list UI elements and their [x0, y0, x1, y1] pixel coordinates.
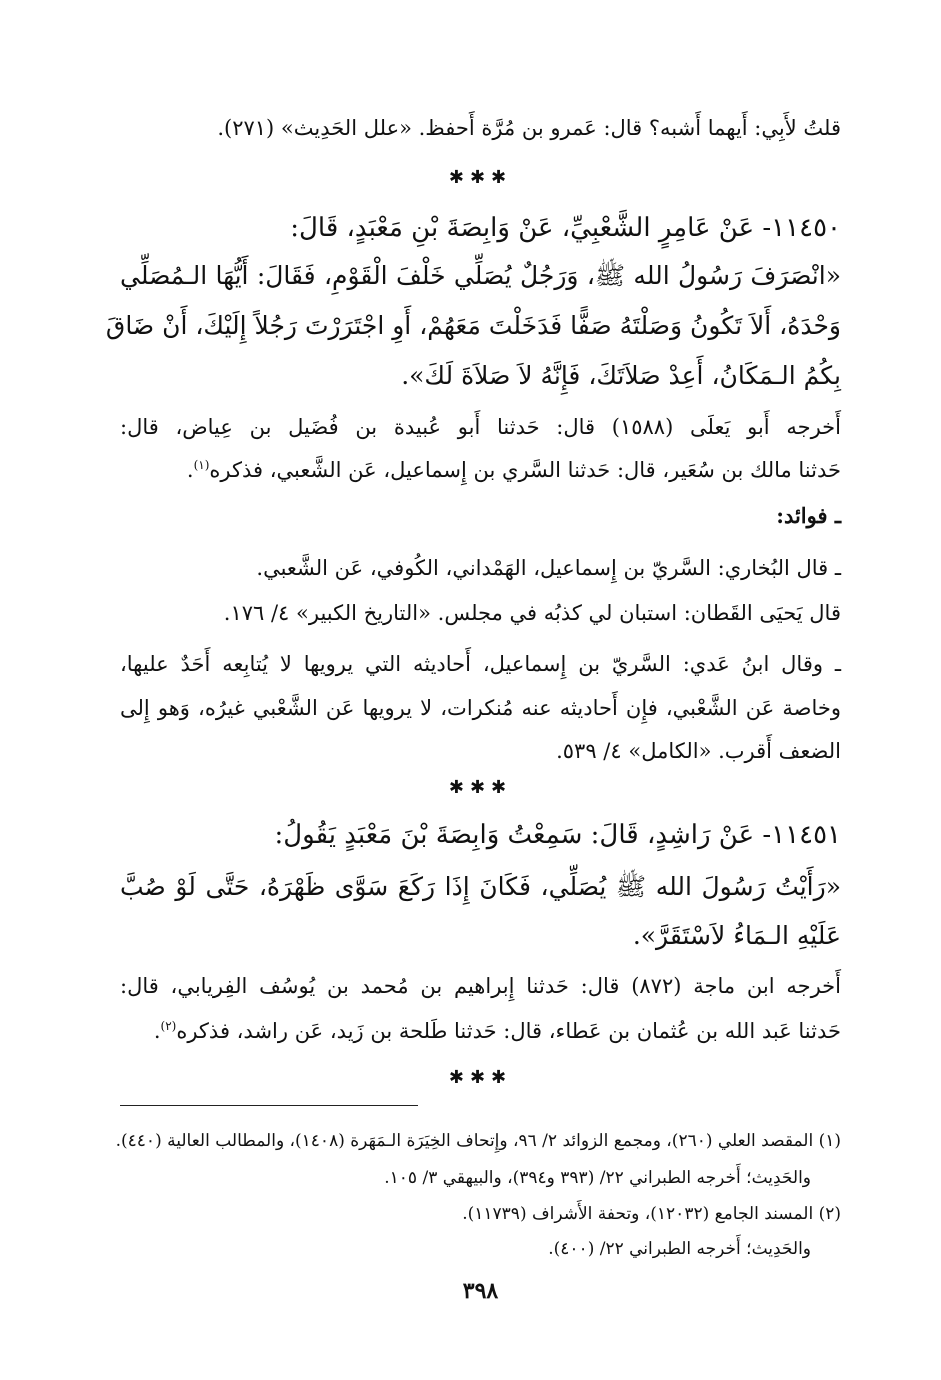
footnote-reference[interactable]: (١)	[193, 458, 210, 472]
takhrij-line: أَخرجه أَبو يَعلَى (١٥٨٨) قال: حَدثنا أَبو عُبيدة بن فُضَيل بن عِياض، قال:	[120, 415, 841, 439]
hadith-text-line: بِكُمُ الـمَكَانُ، أَعِدْ صَلاَتَكَ، فَإِنَّهُ لاَ صَلاَةَ لَكَ».	[401, 361, 841, 390]
footnote-line: (١) المقصد العلي (٢٦٠)، ومجمع الزوائد ٢/ ٩٦، وإِتحاف الخِيَرَة الـمَهَرة (١٤٠٨)، والمطالب العالية (٤٤٠).	[115, 1131, 841, 1151]
hadith-heading: ١١٤٥٠- عَنْ عَامِرٍ الشَّعْبِيِّ، عَنْ وَابِصَةَ بْنِ مَعْبَدٍ، قَالَ:	[290, 213, 841, 243]
takhrij-line	[120, 1014, 841, 1048]
takhrij-line: أَخرجه ابن ماجة (٨٧٢) قال: حَدثنا إِبراهيم بن مُحمد بن يُوسُف الفِريابي، قال:	[120, 974, 841, 998]
section-separator: ✱✱✱	[448, 167, 513, 188]
takhrij-line	[120, 453, 841, 487]
footnote-line: (٢) المسند الجامع (١٢٠٣٢)، وتحفة الأَشراف (١١٧٣٩).	[462, 1204, 841, 1224]
footnote-line: والحَدِيث؛ أَخرجه الطبراني ٢٢/ (٤٠٠).	[548, 1239, 811, 1259]
hadith-text-line: عَلَيْهِ الـمَاءُ لاَسْتَقَرَّ».	[632, 921, 841, 950]
footnote-divider	[120, 1105, 418, 1106]
hadith-text-line: «انْصَرَفَ رَسُولُ الله ﷺ، وَرَجُلٌ يُصَلِّي خَلْفَ الْقَوْمِ، فَقَالَ: أَيُّهَا الـمُصَلِّي	[120, 261, 841, 290]
takhrij-text: حَدثنا عَبد الله بن عُثمان بن عَطاء، قال: حَدثنا طَلحة بن زَيد، عَن راشد، فذكره	[176, 1019, 841, 1043]
benefit-line: وخاصة عَن الشَّعْبي، فإِن أَحاديثه عنه مُنكرات، لا يرويها عَن الشَّعْبي غيرُه، وَهو إِلى	[120, 696, 841, 720]
section-separator: ✱✱✱	[448, 777, 513, 798]
hadith-text-line: «رَأَيْتُ رَسُولَ الله ﷺ يُصَلِّي، فَكَانَ إِذَا رَكَعَ سَوَّى ظَهْرَهُ، حَتَّى لَوْ صُبَّ	[120, 872, 841, 901]
benefit-line: ـ قال البُخاري: السَّريّ بن إِسماعيل، الهَمْداني، الكُوفي، عَن الشَّعبي.	[256, 556, 841, 580]
hadith-heading: ١١٤٥١- عَنْ رَاشِدٍ، قَالَ: سَمِعْتُ وَابِصَةَ بْنَ مَعْبَدٍ يَقُولُ:	[274, 820, 841, 850]
page-number: ٣٩٨	[462, 1278, 499, 1304]
hadith-text-line: وَحْدَهُ، أَلاَ تَكُونُ وَصَلْتَهُ صَفًّا فَدَخَلْتَ مَعَهُمْ، أَوِ اجْتَرَرْتَ رَجُلاً إِلَيْكَ، أَنْ ضَاقَ	[105, 311, 841, 340]
text-line: قلتُ لأَبِي: أَيهما أَشبه؟ قال: عَمرو بن مُرَّة أَحفظ. «علل الحَدِيث» (٢٧١).	[217, 116, 841, 140]
section-separator: ✱✱✱	[448, 1067, 513, 1088]
line-end-punctuation: .	[153, 1019, 161, 1043]
benefit-line: الضعف أَقرب. «الكامل» ٤/ ٥٣٩.	[556, 739, 841, 763]
benefit-line: قال يَحيَى القَطان: استبان لي كذبُه في مجلس. «التاريخ الكبير» ٤/ ١٧٦.	[223, 601, 841, 625]
line-end-punctuation: .	[186, 458, 194, 482]
takhrij-text: حَدثنا مالك بن سُعَير، قال: حَدثنا السَّري بن إِسماعيل، عَن الشَّعبي، فذكره	[209, 458, 841, 482]
benefit-line: ـ وقال ابنُ عَدي: السَّريّ بن إِسماعيل، أَحاديثه التي يرويها لا يُتابِعه أَحَدٌ عليها،	[120, 652, 841, 676]
benefits-heading: ـ فوائد:	[776, 503, 841, 528]
book-page	[105, 0, 841, 1380]
footnote-line: والحَدِيث؛ أَخرجه الطبراني ٢٢/ (٣٩٣ و٣٩٤)، والبيهقي ٣/ ١٠٥.	[384, 1168, 811, 1188]
footnote-reference[interactable]: (٢)	[160, 1019, 177, 1033]
